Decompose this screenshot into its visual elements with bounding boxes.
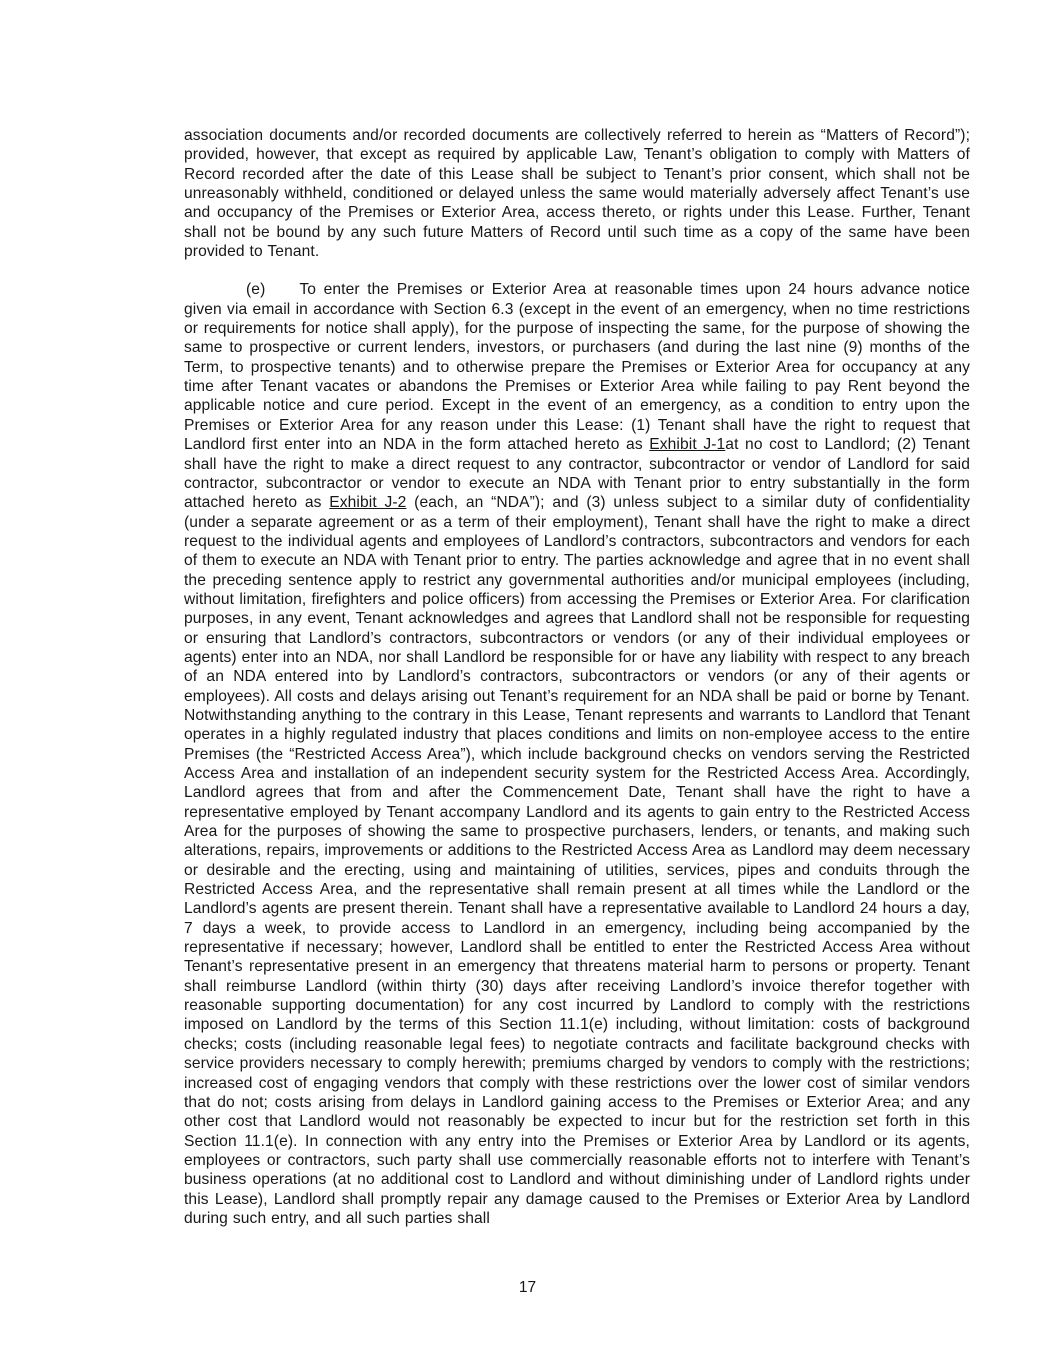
- page-number: 17: [518, 1279, 537, 1296]
- paragraph-section-e: [184, 280, 970, 1228]
- paragraph-matters-of-record: association documents and/or recorded documents are collectively referred to herein as “Matters of Record”); provided, however, that except as required by applicable Law, Tenant’s obligation to comply with Matters of Record recorded after the date of this Lease shall be subject to Tenant’s prior consent, which shall not be unreasonably withheld, conditioned or delayed unless the same would materially adversely affect Tenant’s use and occupancy of the Premises or Exterior Area, access thereto, or rights under this Lease. Further, Tenant shall not be bound by any such future Matters of Record until such time as a copy of the same have been provided to Tenant.: [184, 127, 970, 261]
- clause-text-segment: To enter the Premises or Exterior Area at reasonable times upon 24 hours advance notice given via email in accordance with Section 6.3 (except in the event of an emergency, when no time restrictions or requirements for notice shall apply), for the purpose of inspecting the same, for the purpose of showing the same to prospective or current lenders, investors, or purchasers (and during the last nine (9) months of the Term, to prospective tenants) and to otherwise prepare the Premises or Exterior Area for occupancy at any time after Tenant vacates or abandons the Premises or Exterior Area while failing to pay Rent beyond the applicable notice and cure period. Except in the event of an emergency, as a condition to entry upon the Premises or Exterior Area for any reason under this Lease: (1) Tenant shall have the right to request that Landlord first enter into an NDA in the form attached hereto as: [184, 281, 970, 454]
- clause-text-segment: at no cost to Landlord; (2) Tenant shall have the right to make a direct request to any contractor, subcontractor or vendor of Landlord for said contractor, subcontractor or vendor to execute an NDA with Tenant prior to entry substantially in the form attached hereto as: [184, 436, 970, 512]
- exhibit-j2-reference: Exhibit J-2: [329, 494, 407, 512]
- clause-text-segment: (each, an “NDA”); and (3) unless subject to a similar duty of confidentiality (under a separate agreement or as a term of their employment), Tenant shall have the right to make a direct request to the individual agents and employees of Landlord’s contractors, subcontractors and vendors for each of them to execute an NDA with Tenant prior to entry. The parties acknowledge and agree that in no event shall the preceding sentence apply to restrict any governmental authorities and/or municipal employees (including, without limitation, firefighters and police officers) from accessing the Premises or Exterior Area. For clarification purposes, in any event, Tenant acknowledges and agrees that Landlord shall not be responsible for requesting or ensuring that Landlord’s contractors, subcontractors or vendors (or any of their individual employees or agents) enter into an NDA, nor shall Landlord be responsible for or have any liability with respect to any breach of an NDA entered into by Landlord’s contractors, subcontractors or vendors (or any of their agents or employees). All costs and delays arising out Tenant’s requirement for an NDA shall be paid or borne by Tenant. Notwithstanding anything to the contrary in this Lease, Tenant represents and warrants to Landlord that Tenant operates in a highly regulated industry that places conditions and limits on non-employee access to the entire Premises (the “Restricted Access Area”), which include background checks on vendors serving the Restricted Access Area and installation of an independent security system for the Restricted Access Area. Accordingly, Landlord agrees that from and after the Commencement Date, Tenant shall have the right to have a representative employed by Tenant accompany Landlord and its agents to gain entry to the Restricted Access Area for the purposes of showing the same to prospective purchasers, lenders, or tenants, and making such alterations, repairs, improvements or additions to the Restricted Access Area as Landlord may deem necessary or desirable and the erecting, using and maintaining of utilities, services, pipes and conduits through the Restricted Access Area, and the representative shall remain present at all times while the Landlord or the Landlord’s agents are present therein. Tenant shall have a representative available to Landlord 24 hours a day, 7 days a week, to provide access to Landlord in an emergency, including being accompanied by the representative if necessary; however, Landlord shall be entitled to enter the Restricted Access Area without Tenant’s representative present in an emergency that threatens material harm to persons or property. Tenant shall reimburse Landlord (within thirty (30) days after receiving Landlord’s invoice therefor together with reasonable supporting documentation) for any cost incurred by Landlord to comply with the restrictions imposed on Landlord by the terms of this Section 11.1(e) including, without limitation: costs of background checks; costs (including reasonable legal fees) to negotiate contracts and facilitate background checks with service providers necessary to comply herewith; premiums charged by vendors to comply with the restrictions; increased cost of engaging vendors that comply with these restrictions over the lower cost of similar vendors that do not; costs arising from delays in Landlord gaining access to the Premises or Exterior Area; and any other cost that Landlord would not reasonably be expected to incur but for the restriction set forth in this Section 11.1(e). In connection with any entry into the Premises or Exterior Area by Landlord or its agents, employees or contractors, such party shall use commercially reasonable efforts not to interfere with Tenant’s business operations (at no additional cost to Landlord and without diminishing under of Landlord rights under this Lease), Landlord shall promptly repair any damage caused to the Premises or Exterior Area by Landlord during such entry, and all such parties shall: [184, 494, 971, 1227]
- clause-label: (e): [246, 281, 266, 299]
- exhibit-j1-reference: Exhibit J-1: [649, 436, 726, 454]
- document-text-block: [184, 126, 970, 1228]
